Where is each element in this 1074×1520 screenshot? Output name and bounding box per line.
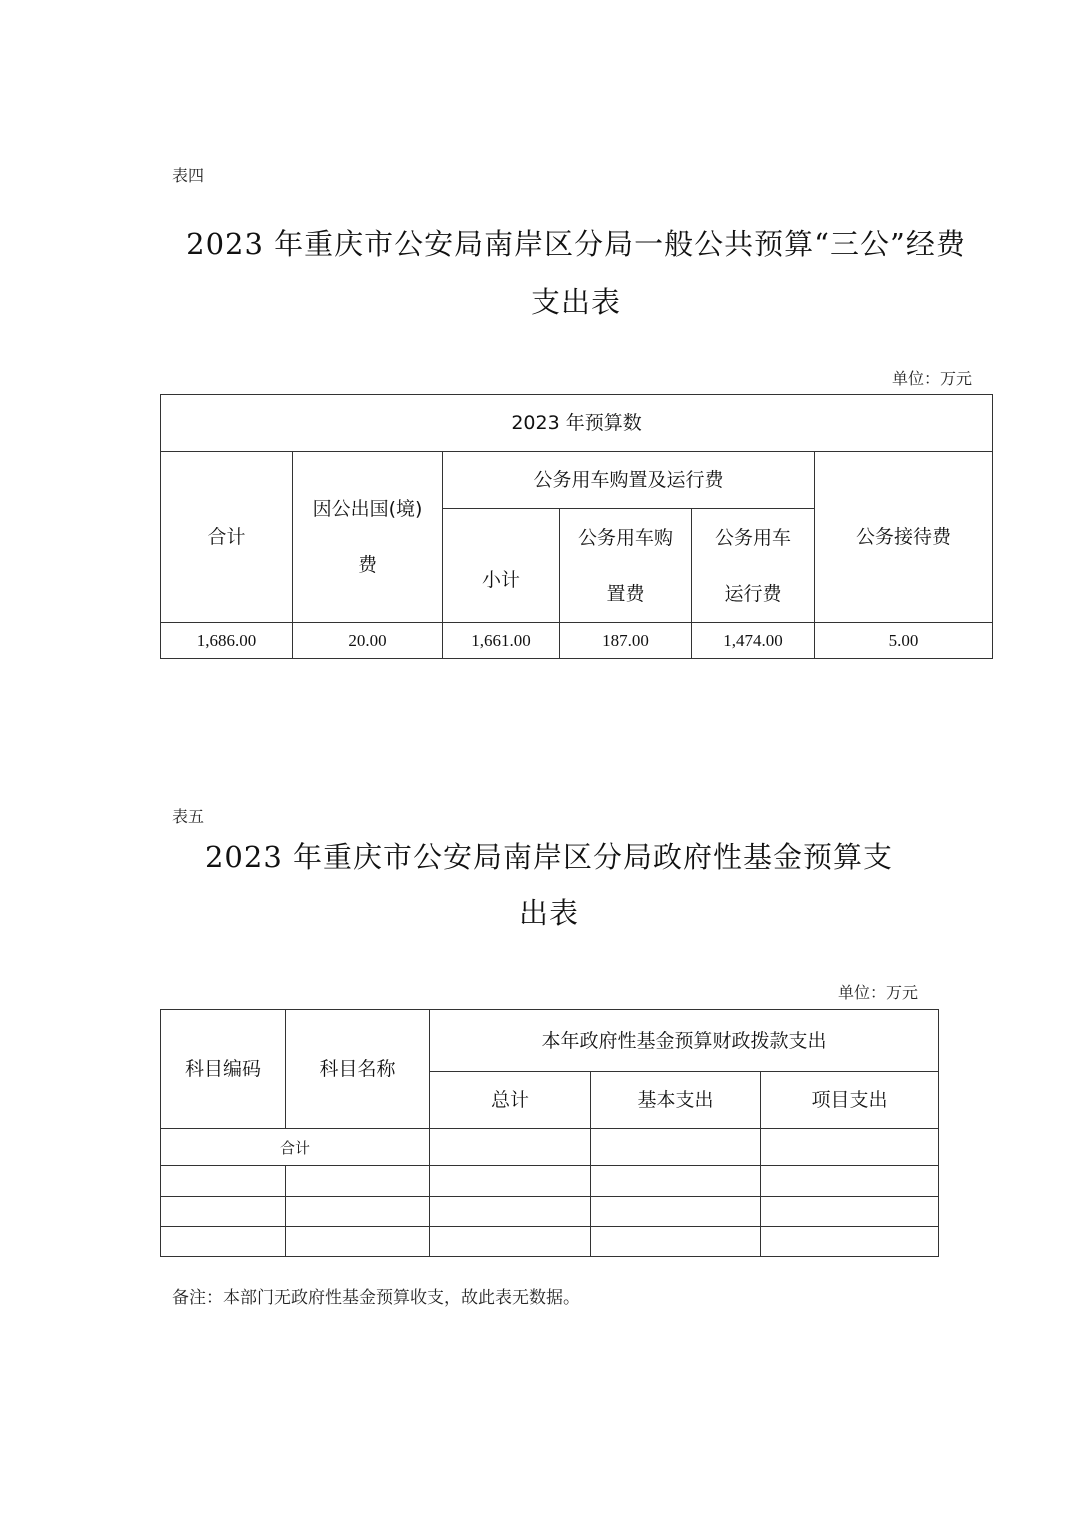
table5-col-total: 总计 — [430, 1072, 591, 1129]
table5-row-total-label: 合计 — [161, 1129, 430, 1166]
table5-cell — [286, 1227, 430, 1257]
table4-header-top: 2023 年预算数 — [161, 395, 993, 452]
table5-col-project: 项目支出 — [761, 1072, 939, 1129]
table4-col-reception: 公务接待费 — [815, 452, 993, 623]
table5-cell — [430, 1129, 591, 1166]
table4-label: 表四 — [172, 166, 205, 185]
table5-cell — [761, 1227, 939, 1257]
table5-row — [161, 1227, 939, 1257]
table4-col-purchase-line2: 置费 — [606, 582, 645, 605]
table5-col-group: 本年政府性基金预算财政拨款支出 — [430, 1010, 939, 1072]
table4-col-operation-line2: 运行费 — [724, 582, 782, 605]
table4-title-line2: 支出表 — [530, 285, 621, 319]
table4-unit: 单位：万元 — [892, 369, 973, 388]
table4-value-reception: 5.00 — [815, 623, 993, 659]
table4-col-subtotal — [443, 509, 560, 623]
table4-value-operation: 1,474.00 — [692, 623, 815, 659]
table5-cell — [761, 1197, 939, 1227]
table4-col-purchase-line1: 公务用车购 — [577, 526, 673, 549]
table5-cell — [591, 1227, 761, 1257]
table4-col-total: 合计 — [161, 452, 293, 623]
table5-row — [161, 1166, 939, 1197]
table5-cell — [161, 1227, 286, 1257]
table5 — [160, 1009, 939, 1257]
table4-col-subtotal-text: 小计 — [481, 568, 520, 591]
table5-cell — [430, 1227, 591, 1257]
table4-col-purchase — [560, 509, 692, 623]
table4 — [160, 394, 993, 659]
table5-col-code: 科目编码 — [161, 1010, 286, 1129]
table4-value-abroad: 20.00 — [293, 623, 443, 659]
table4-value-total: 1,686.00 — [161, 623, 293, 659]
table4-col-abroad-line2: 费 — [357, 554, 377, 576]
table4-value-purchase: 187.00 — [560, 623, 692, 659]
table4-col-abroad-line1: 因公出国(境) — [312, 498, 423, 520]
table4-col-operation — [692, 509, 815, 623]
table4-title-line1: 2023 年重庆市公安局南岸区分局一般公共预算“三公”经费 — [186, 227, 966, 261]
table5-cell — [161, 1166, 286, 1197]
table5-label: 表五 — [172, 807, 205, 826]
table5-unit: 单位：万元 — [838, 983, 919, 1002]
table5-cell — [761, 1166, 939, 1197]
table5-title-line1: 2023 年重庆市公安局南岸区分局政府性基金预算支 — [204, 840, 894, 874]
table5-cell — [430, 1166, 591, 1197]
table5-cell — [430, 1197, 591, 1227]
table5-cell — [591, 1129, 761, 1166]
table5-note: 备注：本部门无政府性基金预算收支，故此表无数据。 — [172, 1288, 580, 1308]
table4-col-abroad — [293, 452, 443, 623]
table5-cell — [161, 1197, 286, 1227]
table5-cell — [286, 1166, 430, 1197]
table5-cell — [591, 1197, 761, 1227]
table5-cell — [761, 1129, 939, 1166]
table5-col-name: 科目名称 — [286, 1010, 430, 1129]
table4-col-vehicle-group: 公务用车购置及运行费 — [443, 452, 815, 509]
table5-col-basic: 基本支出 — [591, 1072, 761, 1129]
table5-cell — [286, 1197, 430, 1227]
table5-cell — [591, 1166, 761, 1197]
table5-title-line2: 出表 — [518, 896, 579, 930]
table4-col-operation-line1: 公务用车 — [714, 526, 791, 549]
table5-row — [161, 1197, 939, 1227]
table4-value-subtotal: 1,661.00 — [443, 623, 560, 659]
